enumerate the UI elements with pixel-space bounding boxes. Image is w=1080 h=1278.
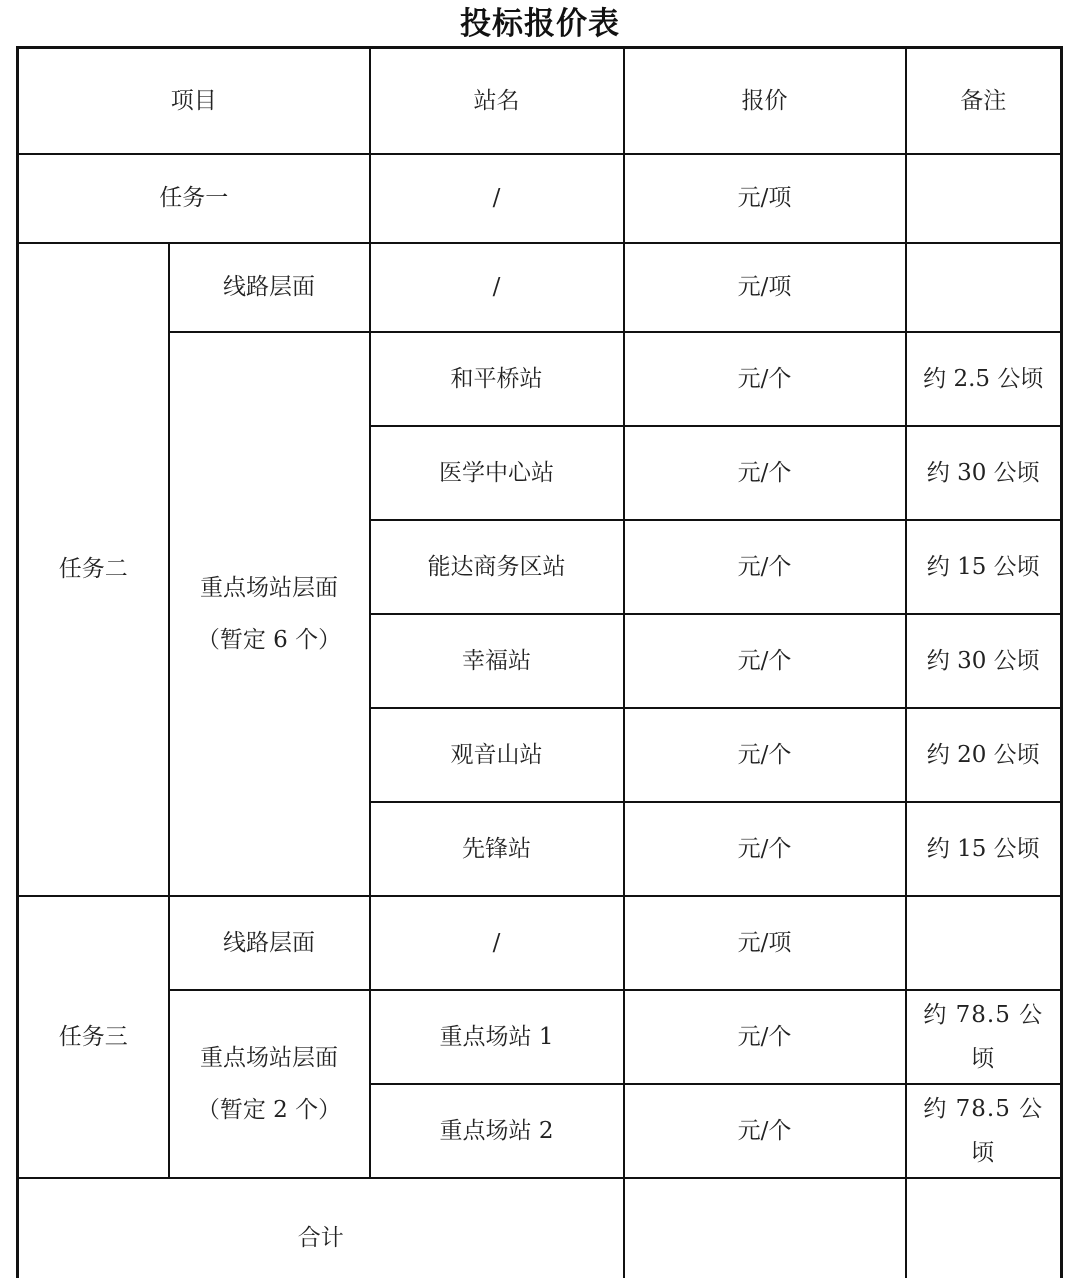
station-unit: 元/个 (624, 802, 906, 896)
header-remark: 备注 (906, 48, 1062, 154)
task1-remark (906, 154, 1062, 243)
total-label: 合计 (18, 1178, 624, 1278)
station-unit: 元/个 (624, 708, 906, 802)
task1-station: / (370, 154, 624, 243)
task2-line-level-remark (906, 243, 1062, 332)
task3-key-level-label-line1: 重点场站层面 (200, 1044, 338, 1071)
task3-line-level-station: / (370, 896, 624, 990)
task3-line-level-remark (906, 896, 1062, 990)
station-remark: 约 20 公顷 (906, 708, 1062, 802)
task2-line-level-unit: 元/项 (624, 243, 906, 332)
task2-key-level-label-line1: 重点场站层面 (200, 574, 338, 601)
station-unit: 元/个 (624, 990, 906, 1084)
station-remark (906, 1084, 1062, 1178)
station-name: 先锋站 (370, 802, 624, 896)
station-name: 和平桥站 (370, 332, 624, 426)
task3-line-level-unit: 元/项 (624, 896, 906, 990)
header-price: 报价 (624, 48, 906, 154)
station-unit: 元/个 (624, 520, 906, 614)
task2-line-level-station: / (370, 243, 624, 332)
header-project: 项目 (18, 48, 370, 154)
station-remark: 约 15 公顷 (906, 520, 1062, 614)
task3-label: 任务三 (18, 896, 169, 1178)
station-remark: 约 2.5 公顷 (906, 332, 1062, 426)
station-remark: 约 15 公顷 (906, 802, 1062, 896)
station-remark: 约 30 公顷 (906, 614, 1062, 708)
task2-line-level-label: 线路层面 (169, 243, 370, 332)
task2-key-level-label (169, 332, 370, 896)
header-station: 站名 (370, 48, 624, 154)
table-row (18, 243, 1062, 332)
bid-price-table-container (16, 46, 1063, 1278)
station-name: 重点场站 1 (370, 990, 624, 1084)
total-price (624, 1178, 906, 1278)
total-row (18, 1178, 1062, 1278)
table-row (18, 332, 1062, 426)
station-unit: 元/个 (624, 332, 906, 426)
table-row (18, 896, 1062, 990)
task3-key-level-label (169, 990, 370, 1178)
station-unit: 元/个 (624, 426, 906, 520)
station-name: 重点场站 2 (370, 1084, 624, 1178)
task3-key-level-label-line2: （暂定 2 个） (196, 1096, 342, 1123)
page-title: 投标报价表 (460, 6, 620, 42)
station-remark-line1: 约 78.5 公 (923, 1095, 1044, 1122)
station-remark (906, 990, 1062, 1084)
station-name: 幸福站 (370, 614, 624, 708)
task1-unit: 元/项 (624, 154, 906, 243)
station-unit: 元/个 (624, 1084, 906, 1178)
task2-key-level-label-line2: （暂定 6 个） (196, 626, 342, 653)
task3-line-level-label: 线路层面 (169, 896, 370, 990)
station-name: 医学中心站 (370, 426, 624, 520)
station-remark-line2: 顷 (971, 1045, 996, 1072)
station-name: 观音山站 (370, 708, 624, 802)
station-remark: 约 30 公顷 (906, 426, 1062, 520)
task1-label: 任务一 (18, 154, 370, 243)
station-remark-line1: 约 78.5 公 (923, 1001, 1044, 1028)
station-remark-line2: 顷 (971, 1139, 996, 1166)
table-row (18, 154, 1062, 243)
total-remark (906, 1178, 1062, 1278)
station-name: 能达商务区站 (370, 520, 624, 614)
task2-label: 任务二 (18, 243, 169, 896)
table-row (18, 990, 1062, 1084)
station-unit: 元/个 (624, 614, 906, 708)
header-row (18, 48, 1062, 154)
bid-price-table (16, 46, 1063, 1278)
